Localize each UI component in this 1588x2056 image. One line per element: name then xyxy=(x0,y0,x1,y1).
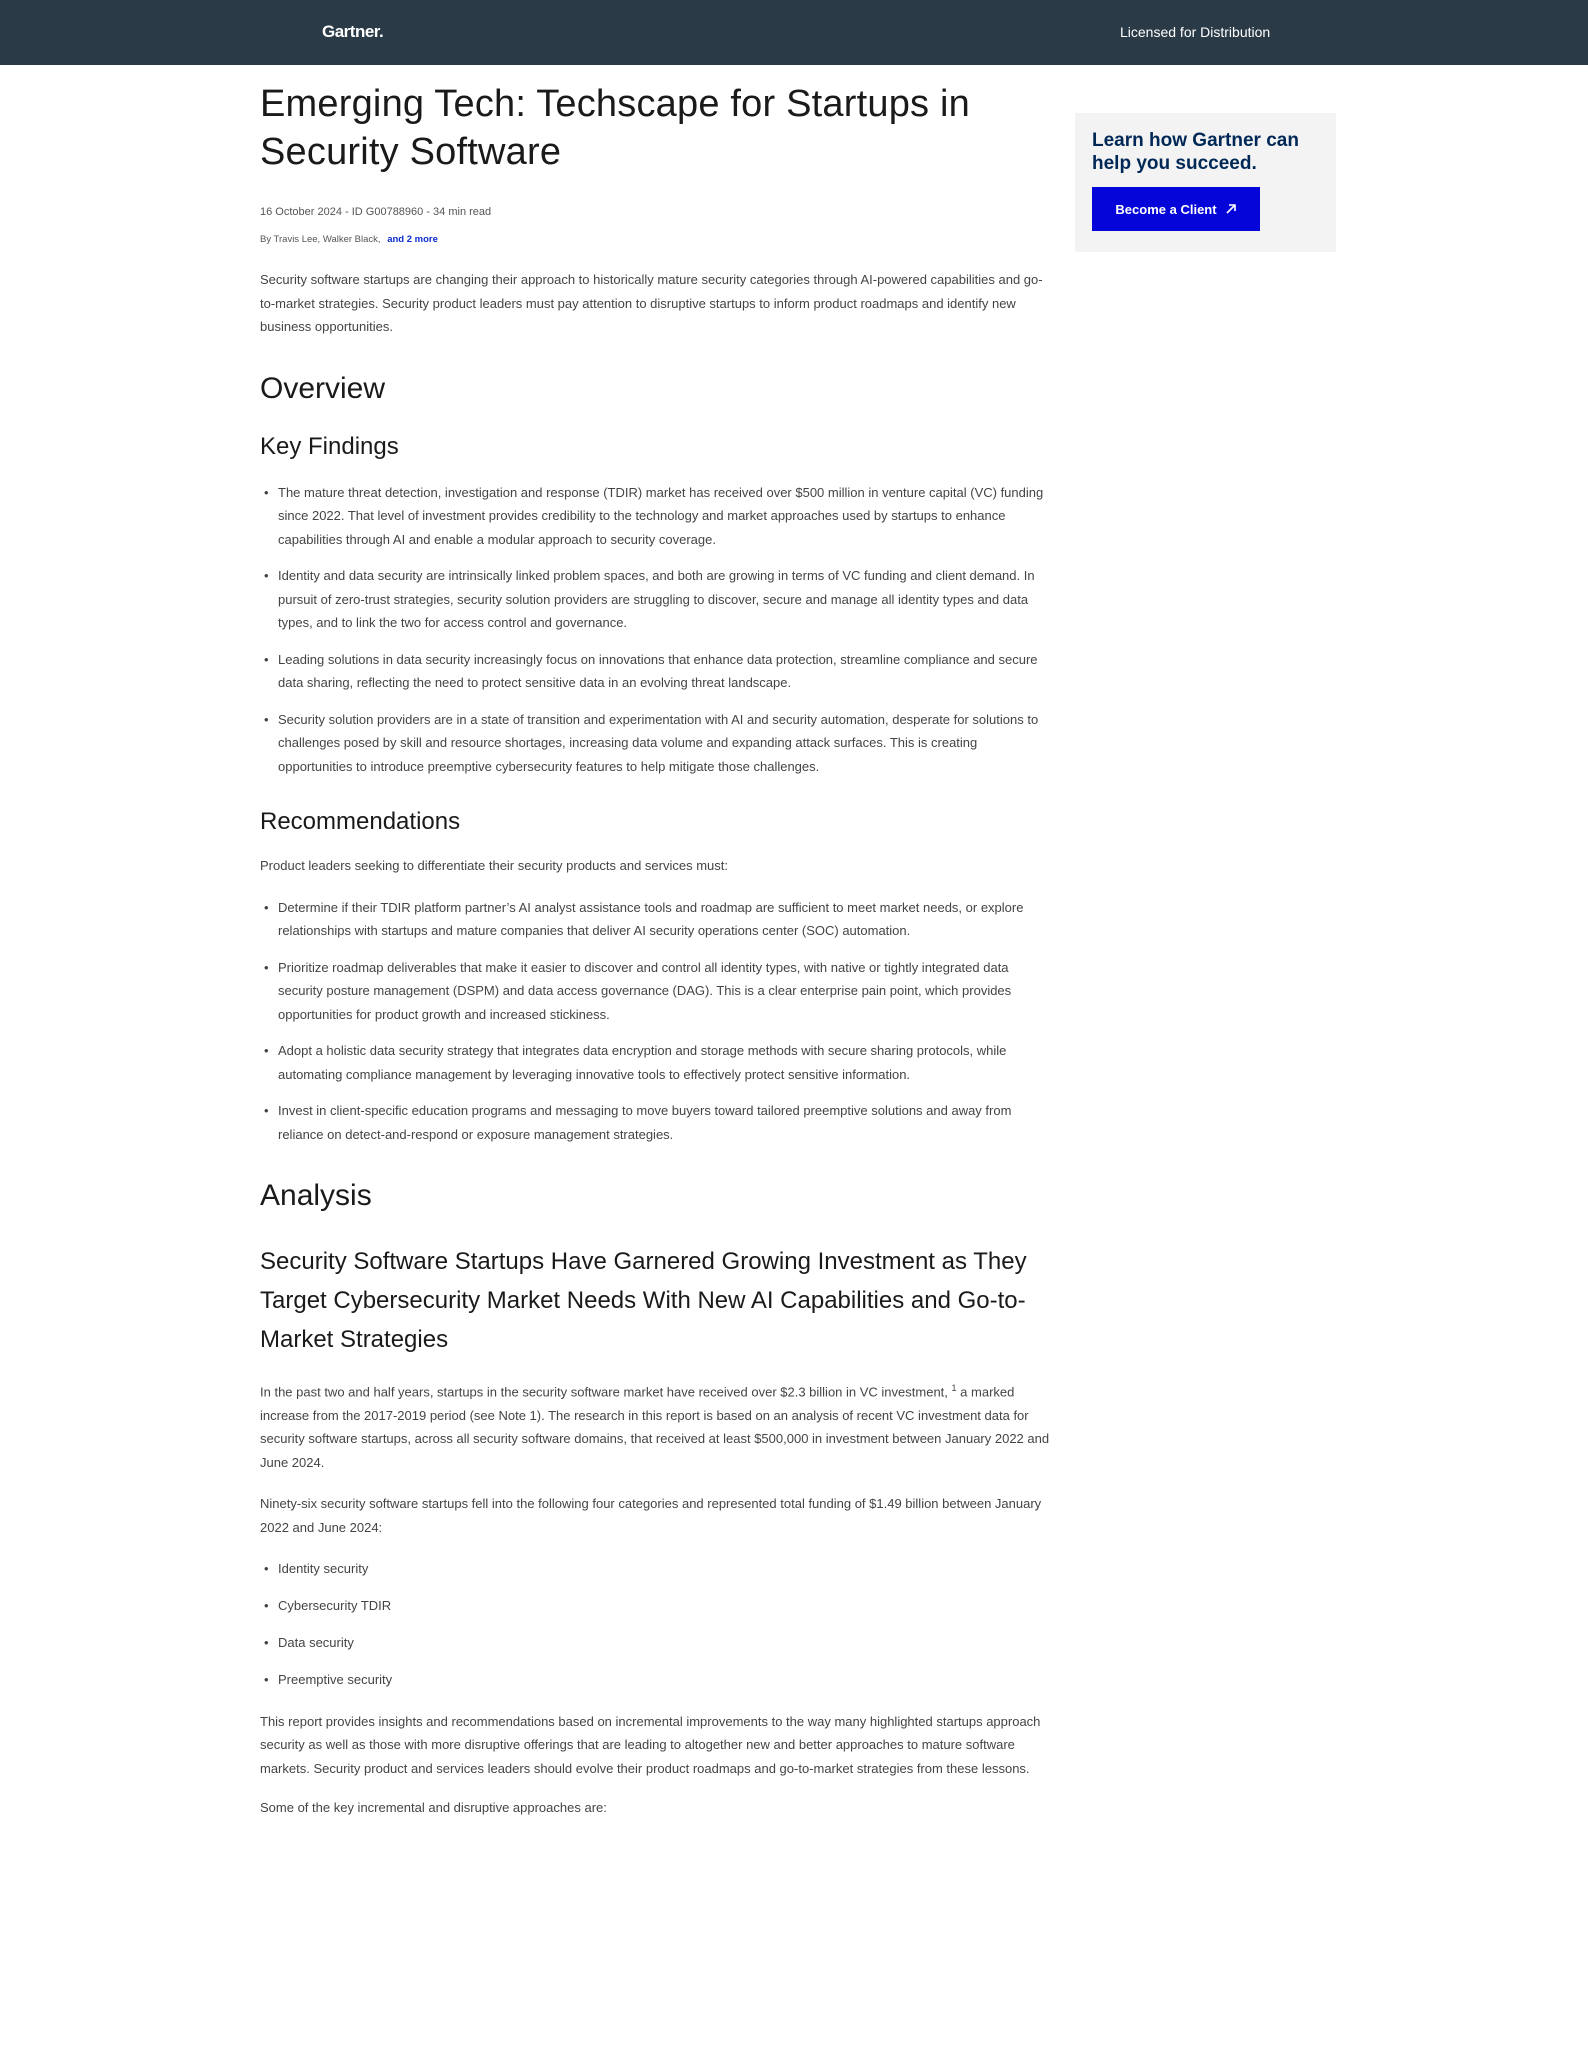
key-findings-list xyxy=(260,481,1050,779)
list-item: • The mature threat detection, investigation and response (TDIR) market has received over $500 million in venture capital (VC) funding since 2022. That level of investment provides credibility to the technology and market approaches used by startups to enhance capabilities through AI and enable a modular approach to security coverage. xyxy=(260,481,1050,552)
analysis-paragraph-1 xyxy=(260,1377,1050,1474)
client-cta-box xyxy=(1075,113,1336,252)
list-item: • Data security xyxy=(260,1631,1050,1655)
recommendations-heading: Recommendations xyxy=(260,808,461,835)
key-findings-heading: Key Findings xyxy=(260,432,399,460)
become-client-button[interactable] xyxy=(1092,187,1260,231)
list-item: • Security solution providers are in a state of transition and experimentation with AI and security automation, desperate for solutions to challenges posed by skill and resource shortages, increasing data volume and expanding attack surfaces. This is creating opportunities to introduce preemptive cybersecurity features to help mitigate those challenges. xyxy=(260,708,1050,779)
gartner-logo[interactable]: Gartner. xyxy=(322,22,384,41)
list-item: • Cybersecurity TDIR xyxy=(260,1594,1050,1618)
list-item: • Leading solutions in data security increasingly focus on innovations that enhance data protection, streamline compliance and secure data sharing, reflecting the need to protect sensitive data in an evolving threat landscape. xyxy=(260,648,1050,695)
arrow-up-right-icon xyxy=(1225,203,1237,215)
article xyxy=(260,80,1050,1816)
list-item: • Prioritize roadmap deliverables that make it easier to discover and control all identity types, with native or tightly integrated data security posture management (DSPM) and data access governance (DAG). This is a clear enterprise pain point, which provides opportunities for product growth and increased stickiness. xyxy=(260,956,1050,1027)
list-item: • Identity security xyxy=(260,1557,1050,1581)
analysis-heading: Analysis xyxy=(260,1179,372,1212)
list-item: • Adopt a holistic data security strategy that integrates data encryption and storage methods with secure sharing protocols, while automating compliance management by leveraging innovative tools to effectively protect sensitive information. xyxy=(260,1039,1050,1086)
list-item: • Determine if their TDIR platform partner’s AI analyst assistance tools and roadmap are sufficient to meet market needs, or explore relationships with startups and mature companies that deliver AI security operations center (SOC) automation. xyxy=(260,896,1050,943)
licensed-label: Licensed for Distribution xyxy=(1120,24,1271,40)
page-title: Emerging Tech: Techscape for Startups in Security Software xyxy=(260,83,970,173)
list-item: • Invest in client-specific education programs and messaging to move buyers toward tailored preemptive solutions and away from reliance on detect-and-respond or exposure management strategies. xyxy=(260,1099,1050,1146)
footnote-link[interactable]: 1 xyxy=(951,1383,957,1393)
analysis-paragraph-3: This report provides insights and recommendations based on incremental improvements to the way many highlighted startups approach security as well as those with more disruptive offerings that are leading to altogether new and better approaches to mature software markets. Security product and services leaders should evolve their product roadmaps and go-to-market strategies from these lessons. xyxy=(260,1713,1041,1776)
cta-heading: Learn how Gartner can help you succeed. xyxy=(1092,130,1299,174)
article-summary: Security software startups are changing their approach to historically mature security categories through AI-powered capabilities and go-to-market strategies. Security product leaders must pay attention to disruptive startups to inform product roadmaps and identify new business opportunities. xyxy=(260,272,1043,334)
list-item: • Identity and data security are intrinsically linked problem spaces, and both are growing in terms of VC funding and client demand. In pursuit of zero-trust strategies, security solution providers are struggling to discover, secure and manage all identity types and data types, and to link the two for access control and governance. xyxy=(260,564,1050,635)
analysis-subheading: Security Software Startups Have Garnered Growing Investment as They Target Cybersecurity Market Needs With New AI Capabilities and Go-to-Market Strategies xyxy=(260,1248,1027,1353)
overview-heading: Overview xyxy=(260,371,386,405)
more-authors-link[interactable]: and 2 more xyxy=(387,234,438,245)
analysis-paragraph-2: Ninety-six security software startups fell into the following four categories and represented total funding of $1.49 billion between January 2022 and June 2024: xyxy=(260,1496,1042,1535)
categories-list xyxy=(260,1557,1050,1692)
authors-list: By Travis Lee, Walker Black, xyxy=(260,234,381,245)
recommendations-lead: Product leaders seeking to differentiate their security products and services must: xyxy=(260,858,728,873)
analysis-p1-text-cont: a marked increase from the 2017-2019 period (see Note 1). The research in this report is based on an analysis of recent VC investment data for security software startups, across all security software domains, that received at least $500,000 in investment between January 2022 and June 2024. xyxy=(260,1384,1050,1470)
analysis-paragraph-4: Some of the key incremental and disruptive approaches are: xyxy=(260,1800,607,1816)
recommendations-list xyxy=(260,896,1050,1147)
article-authors xyxy=(260,234,1050,245)
article-meta: 16 October 2024 - ID G00788960 - 34 min read xyxy=(260,206,492,218)
analysis-p1-text: In the past two and half years, startups in the security software market have received over $2.3 billion in VC investment, xyxy=(260,1384,948,1400)
become-client-label: Become a Client xyxy=(1115,201,1217,217)
top-bar xyxy=(0,0,1588,65)
list-item: • Preemptive security xyxy=(260,1668,1050,1692)
